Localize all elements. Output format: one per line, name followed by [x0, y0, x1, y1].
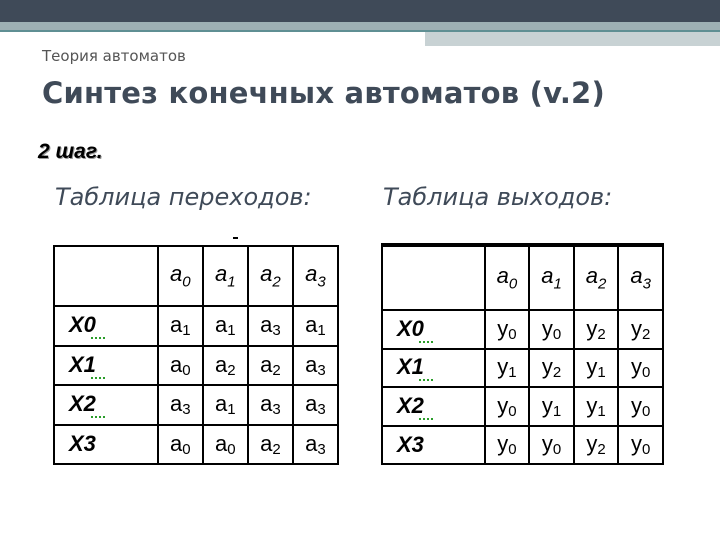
top-bar-white-panel	[0, 32, 425, 46]
table-cell: $a_3$	[293, 425, 338, 465]
table-cell: $a_3$	[293, 385, 338, 425]
slide-subtitle: Теория автоматов	[42, 47, 186, 65]
table-row	[382, 349, 663, 388]
table-cell: $y_0$	[485, 387, 530, 426]
table-cell: $a_2$	[248, 425, 293, 465]
top-bar	[0, 0, 720, 22]
column-header: $a_0$	[158, 246, 203, 306]
outputs-caption: Таблица выходов:	[383, 183, 613, 211]
table-cell: $a_3$	[293, 346, 338, 386]
table-cell: $a_0$	[203, 425, 248, 465]
table-cell: $a_3$	[248, 385, 293, 425]
column-header: $a_1$	[529, 245, 574, 310]
row-header: X3	[382, 426, 485, 465]
table-cell: $y_2$	[618, 310, 663, 349]
table-cell: $y_0$	[618, 387, 663, 426]
table-cell: $a_1$	[158, 306, 203, 346]
table-cell: $y_0$	[485, 426, 530, 465]
table-cell: $y_0$	[618, 349, 663, 388]
table-cell: $a_3$	[158, 385, 203, 425]
table-cell: $a_1$	[203, 385, 248, 425]
table-cell: $y_0$	[529, 426, 574, 465]
table-cell: $a_3$	[248, 306, 293, 346]
table-cell: $a_1$	[203, 306, 248, 346]
table-cell: $y_1$	[529, 387, 574, 426]
table-cell: $a_0$	[158, 425, 203, 465]
table-row	[382, 387, 663, 426]
row-header: X3	[54, 425, 158, 465]
table-row	[54, 306, 338, 346]
column-header: $a_3$	[618, 245, 663, 310]
row-header: X1	[54, 346, 158, 386]
table-header-row	[54, 246, 338, 306]
step-label: 2 шаг.	[38, 140, 103, 163]
table-cell: $a_1$	[293, 306, 338, 346]
column-header: $a_3$	[293, 246, 338, 306]
transitions-caption: Таблица переходов:	[55, 183, 312, 211]
row-header: X0	[54, 306, 158, 346]
column-header: $a_2$	[574, 245, 619, 310]
table-row	[382, 310, 663, 349]
table-row	[54, 385, 338, 425]
table-cell: $y_0$	[618, 426, 663, 465]
table-cell: $y_0$	[485, 310, 530, 349]
transitions-table	[53, 245, 339, 465]
table-row	[54, 425, 338, 465]
table-cell: $a_2$	[203, 346, 248, 386]
column-header: $a_1$	[203, 246, 248, 306]
table-cell: $y_0$	[529, 310, 574, 349]
table-cell: $y_1$	[485, 349, 530, 388]
top-bar-right-panel	[425, 32, 720, 46]
table-cell: $a_0$	[158, 346, 203, 386]
table-header-row	[382, 245, 663, 310]
outputs-table	[381, 243, 664, 465]
row-header: X1	[382, 349, 485, 388]
table-cell: $y_2$	[574, 426, 619, 465]
table-row	[54, 346, 338, 386]
column-header: $a_0$	[485, 245, 530, 310]
row-header: X2	[382, 387, 485, 426]
table-cell: $y_2$	[529, 349, 574, 388]
corner-cell	[54, 246, 158, 306]
row-header: X2	[54, 385, 158, 425]
table-cell: $y_1$	[574, 387, 619, 426]
table-cell: $y_1$	[574, 349, 619, 388]
table-row	[382, 426, 663, 465]
row-header: X0	[382, 310, 485, 349]
corner-cell	[382, 245, 485, 310]
stray-mark	[233, 237, 238, 239]
table-cell: $y_2$	[574, 310, 619, 349]
column-header: $a_2$	[248, 246, 293, 306]
table-cell: $a_2$	[248, 346, 293, 386]
slide-title: Синтез конечных автоматов (v.2)	[42, 76, 605, 110]
